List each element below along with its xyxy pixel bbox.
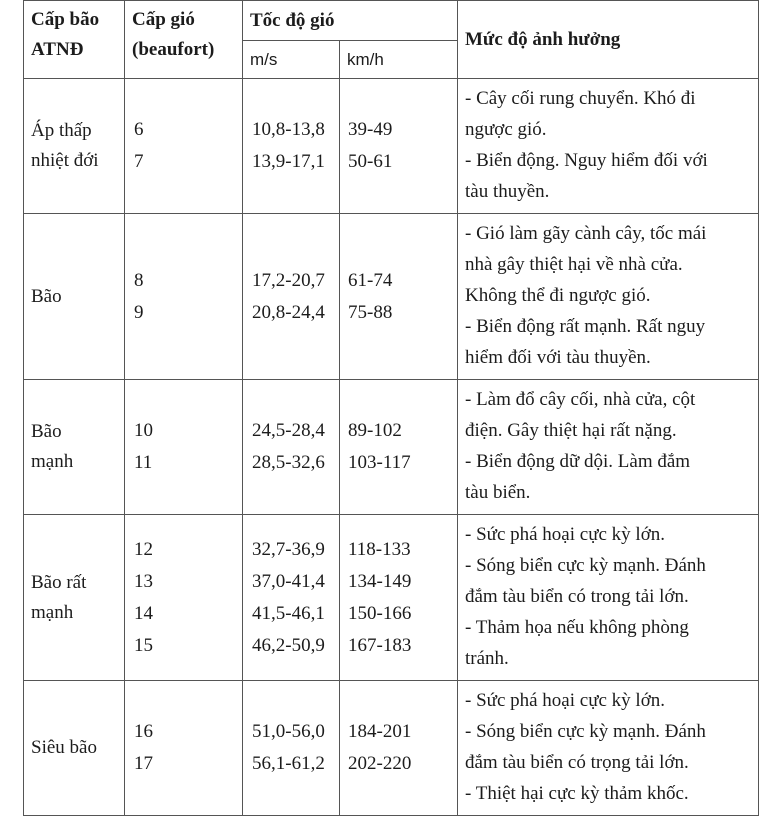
impact-cell: - Sức phá hoại cực kỳ lớn. - Sóng biển cực kỳ mạnh. Đánh đắm tàu biển có trong tải lớn. - Thảm họa nếu không phòng tránh. <box>458 515 759 681</box>
speed-ms-cell: 32,7-36,9 37,0-41,4 41,5-46,1 46,2-50,9 <box>243 515 340 681</box>
storm-scale-table <box>23 0 759 816</box>
beaufort-cell: 10 11 <box>125 380 243 515</box>
header-unit-kmh: km/h <box>340 41 458 79</box>
table-row <box>24 681 759 816</box>
category-cell: Áp thấp nhiệt đới <box>24 79 125 214</box>
header-impact: Mức độ ảnh hưởng <box>458 1 759 79</box>
impact-cell: - Cây cối rung chuyển. Khó đi ngược gió. - Biển động. Nguy hiểm đối với tàu thuyền. <box>458 79 759 214</box>
impact-cell: - Làm đổ cây cối, nhà cửa, cột điện. Gây thiệt hại rất nặng. - Biển động dữ dội. Làm đắm tàu biển. <box>458 380 759 515</box>
speed-ms-cell: 51,0-56,0 56,1-61,2 <box>243 681 340 816</box>
category-cell: Siêu bão <box>24 681 125 816</box>
beaufort-cell: 6 7 <box>125 79 243 214</box>
table-row <box>24 515 759 681</box>
impact-cell: - Sức phá hoại cực kỳ lớn. - Sóng biển cực kỳ mạnh. Đánh đắm tàu biển có trọng tải lớn. - Thiệt hại cực kỳ thảm khốc. <box>458 681 759 816</box>
beaufort-cell: 16 17 <box>125 681 243 816</box>
table-row <box>24 79 759 214</box>
speed-kmh-cell: 89-102 103-117 <box>340 380 458 515</box>
table-row <box>24 214 759 380</box>
header-row <box>24 1 759 41</box>
speed-kmh-cell: 118-133 134-149 150-166 167-183 <box>340 515 458 681</box>
speed-kmh-cell: 61-74 75-88 <box>340 214 458 380</box>
speed-kmh-cell: 39-49 50-61 <box>340 79 458 214</box>
header-wind-speed: Tốc độ gió <box>243 1 458 41</box>
category-cell: Bão rất mạnh <box>24 515 125 681</box>
table-row <box>24 380 759 515</box>
impact-cell: - Gió làm gãy cành cây, tốc mái nhà gây thiệt hại về nhà cửa. Không thể đi ngược gió. - Biển động rất mạnh. Rất nguy hiểm đối với tàu thuyền. <box>458 214 759 380</box>
beaufort-cell: 8 9 <box>125 214 243 380</box>
header-wind-level: Cấp gió (beaufort) <box>125 1 243 79</box>
header-storm-level: Cấp bão ATNĐ <box>24 1 125 79</box>
category-cell: Bão mạnh <box>24 380 125 515</box>
header-unit-ms: m/s <box>243 41 340 79</box>
speed-ms-cell: 17,2-20,7 20,8-24,4 <box>243 214 340 380</box>
category-cell: Bão <box>24 214 125 380</box>
beaufort-cell: 12 13 14 15 <box>125 515 243 681</box>
speed-ms-cell: 10,8-13,8 13,9-17,1 <box>243 79 340 214</box>
speed-kmh-cell: 184-201 202-220 <box>340 681 458 816</box>
speed-ms-cell: 24,5-28,4 28,5-32,6 <box>243 380 340 515</box>
